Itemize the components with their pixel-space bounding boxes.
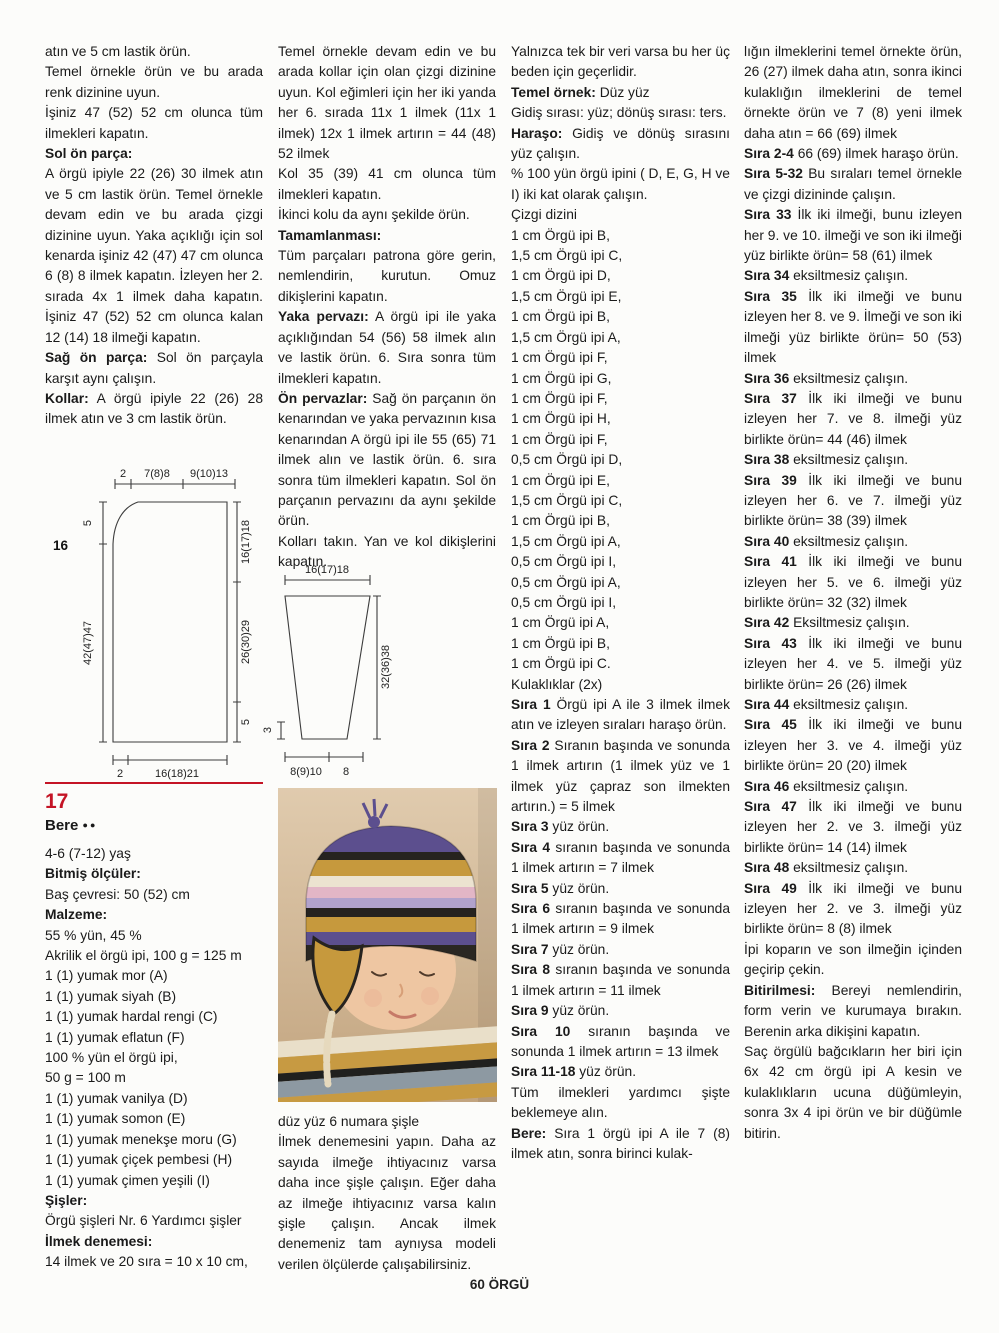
paragraph-text: Sıranın başında ve sonunda 1 ilmek artırın (1 ilmek yüz ve 1 ilmek yüz çapraz son ilmekten artırın.) = 5 ilmek xyxy=(511,737,730,815)
paragraph xyxy=(744,266,962,286)
paragraph-text: eksiltmesiz çalışın. xyxy=(789,452,909,468)
measure-line xyxy=(285,575,370,585)
paragraph-text: Temel örnekle devam edin ve bu arada kollar için olan çizgi dizinine uyun. Kol eğimleri için her iki yanda her 6. sırada 11x 1 ilmek (11x 1 ilmek) 12x 1 ilmek artırın = 44 (48) 52 ilmek xyxy=(278,44,496,162)
paragraph-text: Gidiş ve dönüş sırasını yüz çalışın. xyxy=(511,125,730,162)
bold-lead: Sıra 8 xyxy=(511,962,551,978)
paragraph-text: 1 cm Örgü ipi C. xyxy=(511,656,611,672)
paragraph xyxy=(511,1001,730,1021)
paragraph xyxy=(511,83,730,103)
paragraph xyxy=(744,287,962,369)
paragraph-text: 1 cm Örgü ipi B, xyxy=(511,227,610,243)
bold-lead: Sıra 40 xyxy=(744,533,790,549)
dim-label: 16(17)18 xyxy=(240,519,252,565)
paragraph-text: İlk iki ilmeği, bunu izleyen her 9. ve 10. ilmeği ve son iki ilmeği yüz birlikte örün= 58 (61) ilmek xyxy=(744,207,962,264)
bold-lead: Sıra 34 xyxy=(744,268,790,284)
measure-line xyxy=(285,752,363,762)
difficulty-dots: ●● xyxy=(82,820,98,830)
paragraph xyxy=(278,205,496,225)
bold-lead: Sıra 36 xyxy=(744,370,790,386)
paragraph xyxy=(744,695,962,715)
paragraph xyxy=(511,287,730,307)
paragraph xyxy=(511,307,730,327)
paragraph xyxy=(511,879,730,899)
paragraph xyxy=(511,899,730,940)
bold-lead: Kollar: xyxy=(45,390,89,406)
bold-lead: Tamamlanması: xyxy=(278,227,382,243)
bold-lead: Malzeme: xyxy=(45,907,108,923)
paragraph xyxy=(511,389,730,409)
material-line xyxy=(45,1109,263,1129)
paragraph xyxy=(511,348,730,368)
paragraph-text: 0,5 cm Örgü ipi I, xyxy=(511,554,617,570)
pattern-title-text: Bere xyxy=(45,817,79,834)
paragraph xyxy=(45,164,263,348)
material-line xyxy=(45,885,263,905)
dim-label: 7(8)8 xyxy=(144,468,170,480)
paragraph-list xyxy=(278,42,496,573)
paragraph-text: Gidiş sırası: yüz; dönüş sırası: ters. xyxy=(511,105,727,121)
paragraph xyxy=(45,389,263,430)
paragraph xyxy=(511,654,730,674)
measure-line xyxy=(277,722,285,739)
paragraph xyxy=(45,144,263,164)
material-line xyxy=(45,1211,263,1231)
paragraph xyxy=(511,1062,730,1082)
paragraph-text: 0,5 cm Örgü ipi D, xyxy=(511,452,623,468)
paragraph xyxy=(744,634,962,695)
paragraph xyxy=(511,613,730,633)
paragraph xyxy=(744,205,962,266)
paragraph-text: 100 % yün el örgü ipi, xyxy=(45,1050,178,1066)
paragraph xyxy=(278,1112,496,1132)
paragraph-text: Düz yüz xyxy=(595,84,650,100)
bold-lead: Bere: xyxy=(511,1125,547,1141)
bold-lead: Sıra 3 xyxy=(511,819,549,835)
bold-lead: Sıra 33 xyxy=(744,207,792,223)
paragraph xyxy=(278,307,496,389)
cheek-blush xyxy=(364,989,382,1007)
paragraph xyxy=(45,42,263,62)
paragraph-text: Akrilik el örgü ipi, 100 g = 125 m xyxy=(45,948,242,964)
paragraph-list xyxy=(278,1112,496,1275)
paragraph-text: Baş çevresi: 50 (52) cm xyxy=(45,886,190,902)
materials-list xyxy=(45,844,263,1273)
material-line xyxy=(45,905,263,925)
paragraph xyxy=(511,409,730,429)
paragraph xyxy=(511,246,730,266)
paragraph-text: 1 cm Örgü ipi H, xyxy=(511,411,611,427)
paragraph xyxy=(744,715,962,776)
paragraph-text: 0,5 cm Örgü ipi I, xyxy=(511,594,617,610)
paragraph-text: İlmek denemesini yapın. Daha az sayıda ilmeğe ihtiyacınız varsa daha ince şişle çalışın. Eğer daha az ilmeğe ihtiyacınız varsa kalın şişle çalışın. Ancak ilmek denemeniz tam aynıysa modeli verilen ölçülerde çalışabilirsiniz. xyxy=(278,1134,496,1272)
material-line xyxy=(45,1028,263,1048)
pattern-title xyxy=(45,814,263,837)
paragraph-text: 1 (1) yumak eflatun (F) xyxy=(45,1029,185,1045)
paragraph xyxy=(511,838,730,879)
bold-lead: Sıra 41 xyxy=(744,554,797,570)
dim-label: 32(36)38 xyxy=(380,644,392,690)
bold-lead: Sıra 6 xyxy=(511,901,551,917)
paragraph xyxy=(744,532,962,552)
bold-lead: Temel örnek: xyxy=(511,84,596,100)
paragraph-text: eksiltmesiz çalışın. xyxy=(789,533,909,549)
dim-label: 26(30)29 xyxy=(240,619,252,665)
body-piece-outline xyxy=(113,502,227,742)
bold-lead: Sol ön parça: xyxy=(45,146,133,162)
paragraph-text: Çizgi dizini xyxy=(511,207,577,223)
hat-stripe xyxy=(298,887,483,898)
paragraph-text: düz yüz 6 numara şişle xyxy=(278,1114,420,1129)
paragraph xyxy=(744,164,962,205)
paragraph-text: İlk iki ilmeği ve bunu izleyen her 4. ve 5. ilmeği yüz birlikte örün= 26 (26) ilmek xyxy=(744,635,962,692)
bold-lead: Sıra 43 xyxy=(744,635,797,651)
measure-line xyxy=(113,755,227,765)
paragraph-text: sıranın başında ve sonunda 1 ilmek artırın = 7 ilmek xyxy=(511,839,730,876)
paragraph xyxy=(511,573,730,593)
paragraph-text: 1,5 cm Örgü ipi A, xyxy=(511,329,621,345)
paragraph xyxy=(278,532,496,573)
section-17 xyxy=(45,782,263,1273)
dim-label: 5 xyxy=(82,519,94,527)
paragraph xyxy=(511,1022,730,1063)
bold-lead: Sıra 2 xyxy=(511,737,550,753)
paragraph-text: 1 (1) yumak çimen yeşili (I) xyxy=(45,1172,210,1188)
paragraph xyxy=(511,695,730,736)
paragraph-text: İlk iki ilmeği ve bunu izleyen her 8. ve 9. İlmeği ve son iki ilmeği yüz birlikte örün= 50 (53) ilmek xyxy=(744,288,962,366)
bold-lead: Sıra 5 xyxy=(511,880,549,896)
dim-label: 3 xyxy=(262,726,274,734)
paragraph xyxy=(744,369,962,389)
material-line xyxy=(45,987,263,1007)
paragraph xyxy=(511,593,730,613)
paragraph-text: A örgü ipiyle 22 (26) 28 ilmek atın ve 3 cm lastik örün. xyxy=(45,390,263,427)
paragraph-text: Saç örgülü bağcıkların her biri için 6x 42 cm örgü ipi A kesin ve kulaklıkların ucuna düğümleyin, sonra 3x 4 ipi örün ve bir düğümle bitirin. xyxy=(744,1043,962,1141)
paragraph xyxy=(511,960,730,1001)
paragraph-text: 1 cm Örgü ipi B, xyxy=(511,635,610,651)
paragraph-text: eksiltmesiz çalışın. xyxy=(789,778,909,794)
paragraph-text: Örgü ipi A ile 3 ilmek ilmek atın ve izleyen sıraları haraşo örün. xyxy=(511,697,730,733)
paragraph-text: Bereyi nemlendirin, form verin ve kurumaya bırakın. Berenin arka dikişini kapatın. xyxy=(744,982,962,1039)
paragraph-text: Örgü şişleri Nr. 6 Yardımcı şişler xyxy=(45,1213,242,1229)
paragraph xyxy=(511,328,730,348)
paragraph xyxy=(511,369,730,389)
paragraph-text: Sıra 1 örgü ipi A ile 7 (8) ilmek atın, sonra birinci kulak- xyxy=(511,1125,730,1161)
paragraph-text: sıranın başında ve sonunda 1 ilmek artırın = 13 ilmek xyxy=(511,1023,730,1059)
paragraph-text: yüz örün. xyxy=(548,941,610,957)
cheek-blush xyxy=(421,987,439,1005)
bold-lead: Sıra 39 xyxy=(744,472,797,488)
paragraph xyxy=(511,226,730,246)
paragraph xyxy=(278,164,496,205)
paragraph-text: İlk iki ilmeği ve bunu izleyen her 6. ve 7. ilmeği yüz birlikte örün= 38 (39) ilmek xyxy=(744,472,962,529)
paragraph-text: İlk iki ilmeği ve bunu izleyen her 3. ve 4. ilmeği yüz birlikte örün= 20 (20) ilmek xyxy=(744,717,962,774)
hat-stripe xyxy=(298,860,483,876)
paragraph-text: A örgü ipiyle 22 (26) 30 ilmek atın ve 5 cm lastik örün. Temel örnekle devam edin ve bu arada çizgi dizinine uyun. Yaka açıklığı için sol kenarda işiniz 42 (47) 47 cm olunca 6 (8) 8 ilmek kapatın. İzleyen her 2. sırada 4x 1 ilmek daha kapatın. İşiniz 47 (52) 52 cm olunca kalan 12 (14) 18 ilmeği kapatın. xyxy=(45,166,263,345)
paragraph-text: 50 g = 100 m xyxy=(45,1070,126,1086)
paragraph-text: yüz örün. xyxy=(548,880,610,896)
paragraph xyxy=(744,1042,962,1144)
paragraph-text: 1 (1) yumak mor (A) xyxy=(45,968,168,984)
paragraph-text: 1 cm Örgü ipi A, xyxy=(511,615,610,631)
material-line xyxy=(45,966,263,986)
paragraph xyxy=(511,736,730,818)
dim-label: 8 xyxy=(342,766,350,778)
dim-label: 2 xyxy=(116,768,124,780)
bold-lead: Sağ ön parça: xyxy=(45,350,148,366)
bold-lead: Bitmiş ölçüler: xyxy=(45,866,141,882)
paragraph-text: 4-6 (7-12) yaş xyxy=(45,846,131,861)
paragraph xyxy=(511,1083,730,1124)
column-3 xyxy=(511,42,730,1164)
bold-lead: Sıra 5-32 xyxy=(744,166,803,182)
paragraph xyxy=(511,430,730,450)
column-2-bottom xyxy=(278,1112,496,1275)
sleeve-outline xyxy=(285,596,370,739)
paragraph xyxy=(511,164,730,205)
paragraph-text: 1 cm Örgü ipi B, xyxy=(511,309,610,325)
bold-lead: Bitirilmesi: xyxy=(744,982,816,998)
paragraph xyxy=(511,634,730,654)
material-line xyxy=(45,1068,263,1088)
bold-lead: Sıra 4 xyxy=(511,839,551,855)
material-line xyxy=(45,844,263,864)
paragraph-text: 66 (69) ilmek haraşo örün. xyxy=(793,146,959,162)
paragraph-text: sıranın başında ve sonunda 1 ilmek artırın = 9 ilmek xyxy=(511,901,730,937)
bold-lead: Sıra 11-18 xyxy=(511,1064,576,1080)
paragraph xyxy=(278,389,496,532)
paragraph xyxy=(744,450,962,470)
bold-lead: Sıra 49 xyxy=(744,880,797,896)
bold-lead: Sıra 10 xyxy=(511,1023,571,1039)
paragraph-text: 1 cm Örgü ipi E, xyxy=(511,472,610,488)
paragraph-text: İlk iki ilmeği ve bunu izleyen her 2. ve 3. ilmeği yüz birlikte örün= 14 (14) ilmek xyxy=(744,799,962,855)
photo-child-striped-earflap-hat xyxy=(278,788,497,1102)
column-1-top xyxy=(45,42,263,430)
material-line xyxy=(45,1130,263,1150)
paragraph-text: atın ve 5 cm lastik örün. xyxy=(45,44,191,59)
paragraph xyxy=(511,103,730,123)
bold-lead: Sıra 47 xyxy=(744,799,797,815)
paragraph xyxy=(744,389,962,450)
paragraph xyxy=(744,471,962,532)
material-line xyxy=(45,1048,263,1068)
paragraph-text: İpi koparın ve son ilmeğin içinden geçirip çekin. xyxy=(744,941,962,978)
hat-stripe xyxy=(298,917,483,932)
material-line xyxy=(45,1171,263,1191)
paragraph-text: A örgü ipi ile yaka açıklığından 54 (56) 58 ilmek alın ve lastik örün. 6. Sıra sonra tüm ilmekleri kapatın. xyxy=(278,309,497,386)
paragraph xyxy=(744,552,962,613)
paragraph xyxy=(511,817,730,837)
hat-stripe xyxy=(298,876,483,887)
paragraph-text: İlk iki ilmeği ve bunu izleyen her 2. ve 3. ilmeği yüz birlikte örün= 8 (8) ilmek xyxy=(744,880,962,937)
paragraph-text: 1 cm Örgü ipi D, xyxy=(511,268,611,284)
paragraph xyxy=(45,103,263,144)
paragraph-text: 1 cm Örgü ipi B, xyxy=(511,513,610,529)
paragraph xyxy=(511,42,730,83)
paragraph xyxy=(744,613,962,633)
hat-stripe xyxy=(298,898,483,908)
bold-lead: Sıra 35 xyxy=(744,288,797,304)
paragraph-text: İşiniz 47 (52) 52 cm olunca tüm ilmekleri kapatın. xyxy=(45,105,263,141)
paragraph xyxy=(511,511,730,531)
dim-label: 8(9)10 xyxy=(290,766,322,778)
material-line xyxy=(45,1232,263,1252)
dim-label: 16(17)18 xyxy=(304,564,350,576)
paragraph-text: 1 (1) yumak vanilya (D) xyxy=(45,1090,188,1106)
paragraph-text: eksiltmesiz çalışın. xyxy=(789,697,909,712)
material-line xyxy=(45,946,263,966)
paragraph-text: Sol ön parçayla karşıt aynı çalışın. xyxy=(45,350,263,386)
paragraph-text: 14 ilmek ve 20 sıra = 10 x 10 cm, xyxy=(45,1254,248,1270)
paragraph-text: Temel örnekle örün ve bu arada renk dizinine uyun. xyxy=(45,64,263,100)
paragraph-text: yüz örün. xyxy=(548,1003,610,1019)
paragraph xyxy=(744,858,962,878)
paragraph xyxy=(511,471,730,491)
dim-label: 42(47)47 xyxy=(82,620,94,666)
paragraph-text: 1 (1) yumak hardal rengi (C) xyxy=(45,1009,218,1025)
dim-label: 16(18)21 xyxy=(154,768,200,780)
paragraph xyxy=(511,450,730,470)
paragraph xyxy=(511,266,730,286)
paragraph-text: eksiltmesiz çalışın. xyxy=(789,268,909,284)
paragraph xyxy=(278,246,496,307)
paragraph-list xyxy=(45,42,263,430)
paragraph-text: 1 cm Örgü ipi F, xyxy=(511,390,608,406)
pattern-number: 17 xyxy=(45,790,69,813)
bold-lead: İlmek denemesi: xyxy=(45,1233,153,1249)
paragraph-text: Sağ ön parçanın ön kenarından ve yaka pervazının kısa kenarından A örgü ipi ile 55 (65) 71 ilmek alın ve lastik örün. 6. sıra sonra tüm ilmekleri kapatın. Sol ön parçanın pervazını da aynı şekilde örün. xyxy=(278,390,496,529)
column-2-top xyxy=(278,42,496,573)
paragraph-text: Kolları takın. Yan ve kol dikişlerini kapatın. xyxy=(278,533,496,570)
paragraph xyxy=(744,144,962,164)
paragraph-text: Kol 35 (39) 41 cm olunca tüm ilmekleri kapatın. xyxy=(278,166,496,202)
bold-lead: Haraşo: xyxy=(511,125,563,141)
paragraph xyxy=(511,552,730,572)
bold-lead: Sıra 46 xyxy=(744,778,790,794)
hat-stripe xyxy=(298,852,483,860)
paragraph-text: eksiltmesiz çalışın. xyxy=(789,370,909,386)
material-line xyxy=(45,1252,263,1272)
bold-lead: Şişler: xyxy=(45,1192,88,1208)
hat-stripe xyxy=(298,932,483,945)
bold-lead: Sıra 9 xyxy=(511,1003,549,1019)
paragraph xyxy=(511,491,730,511)
paragraph-text: İkinci kolu da aynı şekilde örün. xyxy=(278,207,470,223)
measure-line xyxy=(115,479,235,489)
paragraph-text: 1 (1) yumak menekşe moru (G) xyxy=(45,1131,237,1147)
paragraph-text: 1 cm Örgü ipi G, xyxy=(511,370,612,386)
paragraph-text: İlk iki ilmeği ve bunu izleyen her 5. ve 6. ilmeği yüz birlikte örün= 32 (32) ilmek xyxy=(744,554,962,610)
bold-lead: Sıra 37 xyxy=(744,390,797,406)
paragraph-text: Bu sıraları temel örnekle ve çizgi dizininde çalışın. xyxy=(744,166,962,202)
material-line xyxy=(45,926,263,946)
bold-lead: Sıra 7 xyxy=(511,941,549,957)
paragraph-text: 1 cm Örgü ipi F, xyxy=(511,431,608,447)
bold-lead: Sıra 1 xyxy=(511,697,551,712)
bold-lead: Sıra 45 xyxy=(744,717,797,733)
paragraph xyxy=(278,1132,496,1275)
material-line xyxy=(45,1089,263,1109)
paragraph-text: sıranın başında ve sonunda 1 ilmek artırın = 11 ilmek xyxy=(511,962,730,998)
column-4 xyxy=(744,42,962,1144)
paragraph xyxy=(744,981,962,1042)
paragraph-text: 1 (1) yumak siyah (B) xyxy=(45,988,177,1004)
paragraph xyxy=(511,532,730,552)
paragraph xyxy=(511,1124,730,1165)
paragraph-text: 1 (1) yumak somon (E) xyxy=(45,1111,186,1127)
paragraph xyxy=(278,42,496,164)
paragraph-text: 1,5 cm Örgü ipi E, xyxy=(511,288,622,304)
paragraph-list xyxy=(744,42,962,1144)
bold-lead: Sıra 48 xyxy=(744,860,790,876)
paragraph xyxy=(511,205,730,225)
bold-lead: Sıra 42 xyxy=(744,615,790,631)
paragraph-text: Tüm parçaları patrona göre gerin, nemlendirin, kurutun. Omuz dikişlerini kapatın. xyxy=(278,248,496,304)
bold-lead: Ön pervazlar: xyxy=(278,390,368,406)
paragraph-text: yüz örün. xyxy=(575,1064,637,1080)
bold-lead: Yaka pervazı: xyxy=(278,309,369,325)
paragraph-text: İlk iki ilmeği ve bunu izleyen her 7. ve 8. ilmeği yüz birlikte örün= 44 (46) ilmek xyxy=(744,390,962,447)
paragraph-list xyxy=(511,42,730,1164)
paragraph-text: Tüm ilmekleri yardımcı şişte beklemeye alın. xyxy=(511,1084,730,1121)
schematic-number: 16 xyxy=(53,538,69,553)
paragraph-text: Kulaklıklar (2x) xyxy=(511,676,603,692)
paragraph-text: Yalnızca tek bir veri varsa bu her üç beden için geçerlidir. xyxy=(511,44,730,80)
paragraph-text: 1,5 cm Örgü ipi A, xyxy=(511,533,621,549)
paragraph xyxy=(744,879,962,940)
dim-label: 2 xyxy=(119,468,127,480)
paragraph xyxy=(45,62,263,103)
bold-lead: Sıra 38 xyxy=(744,452,790,468)
paragraph-text: lığın ilmeklerini temel örnekte örün, 26 (27) ilmek daha atın, sonra ikinci kulaklığın ilmeklerini de temel örnekte örün ve 7 (8) yeni ilmek daha atın = 66 (69) ilmek xyxy=(744,44,962,141)
paragraph xyxy=(511,940,730,960)
bold-lead: Sıra 44 xyxy=(744,697,790,712)
section-divider xyxy=(45,782,263,784)
hat-stripe xyxy=(298,908,483,917)
measure-line xyxy=(99,502,107,742)
bold-lead: Sıra 2-4 xyxy=(744,146,794,162)
material-line xyxy=(45,1150,263,1170)
dim-label: 9(10)13 xyxy=(190,468,228,480)
paragraph xyxy=(744,777,962,797)
paragraph-text: 1 (1) yumak çiçek pembesi (H) xyxy=(45,1152,233,1168)
material-line xyxy=(45,1191,263,1211)
paragraph-text: Eksiltmesiz çalışın. xyxy=(789,615,910,631)
paragraph xyxy=(278,226,496,246)
page-footer: 60 ÖRGÜ xyxy=(469,1277,530,1292)
paragraph xyxy=(744,797,962,858)
paragraph-text: 1,5 cm Örgü ipi C, xyxy=(511,492,623,508)
paragraph xyxy=(744,42,962,144)
paragraph-text: eksiltmesiz çalışın. xyxy=(789,860,909,876)
paragraph xyxy=(511,675,730,695)
paragraph xyxy=(744,940,962,981)
paragraph-text: 1 cm Örgü ipi F, xyxy=(511,350,608,366)
paragraph-text: 1,5 cm Örgü ipi C, xyxy=(511,248,623,264)
paragraph-text: 55 % yün, 45 % xyxy=(45,927,142,943)
paragraph-text: % 100 yün örgü ipini ( D, E, G, H ve I) iki kat olarak çalışın. xyxy=(511,166,730,202)
paragraph-text: yüz örün. xyxy=(548,819,610,835)
paragraph xyxy=(45,348,263,389)
paragraph xyxy=(511,124,730,165)
paragraph-text: 0,5 cm Örgü ipi A, xyxy=(511,574,621,590)
dim-label: 5 xyxy=(240,718,252,726)
material-line xyxy=(45,1007,263,1027)
material-line xyxy=(45,864,263,884)
